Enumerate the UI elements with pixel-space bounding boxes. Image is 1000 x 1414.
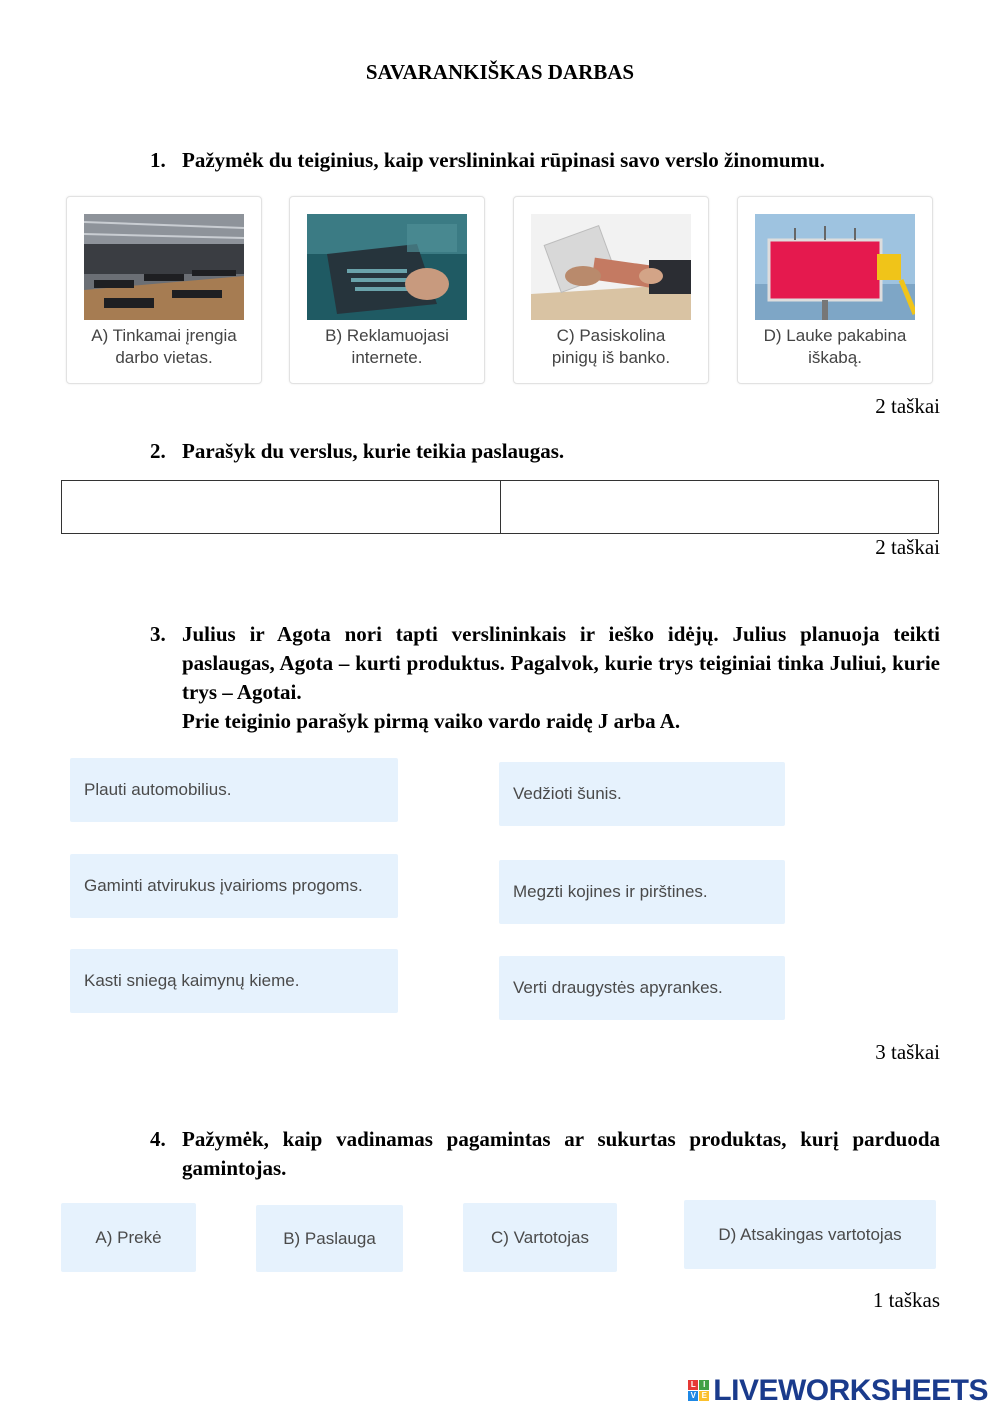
page-title: SAVARANKIŠKAS DARBAS (365, 60, 635, 84)
brand-name: LIVEWORKSHEETS (713, 1374, 988, 1407)
option-card-d[interactable] (737, 196, 933, 384)
billboard-photo (755, 214, 915, 320)
points-label: 3 taškai (875, 1040, 940, 1064)
question-number: 1. (150, 148, 166, 172)
liveworksheets-logo (688, 1374, 988, 1408)
answer-cell-1[interactable] (62, 481, 500, 533)
question-number: 4. (150, 1127, 166, 1151)
brand-logo-icon: L I V E (688, 1380, 710, 1402)
question-text-line: Julius ir Agota nori tapti verslininkais ir ieško idėjų. Julius planuoja teikti paslaugas, Agota – kurti produktus. Pagalvok, kurie trys teiginiai tinka Juliui, kurie trys – Agotai. (182, 622, 940, 704)
option-card-c[interactable] (513, 196, 709, 384)
question-number: 2. (150, 439, 166, 463)
points-label: 2 taškai (875, 535, 940, 559)
option-card-a[interactable] (66, 196, 262, 384)
answer-cell-2[interactable] (501, 481, 938, 533)
question-number: 3. (150, 622, 166, 646)
question-text (182, 620, 940, 736)
question-text: Pažymėk, kaip vadinamas pagamintas ar sukurtas produktas, kurį parduoda gamintojas. (182, 1127, 940, 1180)
laptop-photo (307, 214, 467, 320)
answer-option-a[interactable]: A) Prekė (61, 1203, 196, 1272)
option-caption: A) Tinkamai įrengia darbo vietas. (91, 326, 237, 367)
office-photo (84, 214, 244, 320)
option-caption: B) Reklamuojasi internete. (325, 326, 449, 367)
question-4 (150, 1125, 940, 1183)
statement-card[interactable]: Plauti automobilius. (70, 758, 398, 822)
statement-card[interactable]: Megzti kojines ir pirštines. (499, 860, 785, 924)
answer-table (61, 480, 939, 534)
answer-option-c[interactable]: C) Vartotojas (463, 1203, 617, 1272)
answer-option-d[interactable]: D) Atsakingas vartotojas (684, 1200, 936, 1269)
answer-option-b[interactable]: B) Paslauga (256, 1205, 403, 1272)
statement-card[interactable]: Vedžioti šunis. (499, 762, 785, 826)
question-instruction: Prie teiginio parašyk pirmą vaiko vardo raidę J arba A. (182, 709, 681, 733)
question-text: Pažymėk du teiginius, kaip verslininkai rūpinasi savo verslo žinomumu. (182, 148, 825, 172)
points-label: 2 taškai (875, 394, 940, 418)
money-photo (531, 214, 691, 320)
points-label: 1 taškas (872, 1288, 940, 1312)
question-1 (150, 146, 940, 175)
option-card-b[interactable] (289, 196, 485, 384)
statement-card[interactable]: Gaminti atvirukus įvairioms progoms. (70, 854, 398, 918)
option-caption: C) Pasiskolina pinigų iš banko. (551, 326, 671, 367)
question-text: Parašyk du verslus, kurie teikia paslaugas. (182, 439, 565, 463)
question-3 (150, 620, 940, 736)
question-2 (150, 437, 940, 466)
statement-card[interactable]: Verti draugystės apyrankes. (499, 956, 785, 1020)
option-caption: D) Lauke pakabina iškabą. (763, 326, 907, 367)
statement-card[interactable]: Kasti sniegą kaimynų kieme. (70, 949, 398, 1013)
